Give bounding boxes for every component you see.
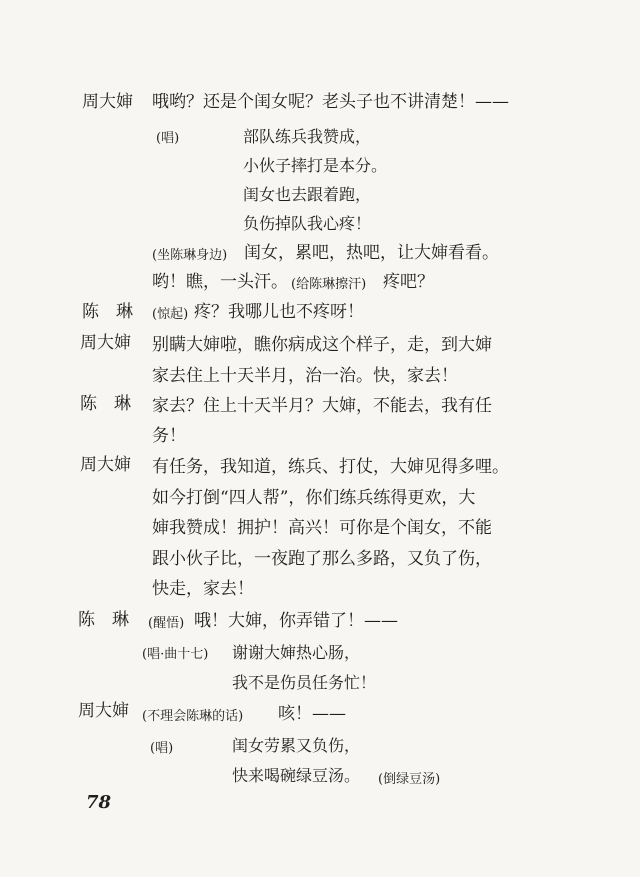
stage-direction: (唱·曲十七) xyxy=(142,647,209,662)
speaker-label: 陈 琳 xyxy=(78,610,129,630)
dialogue-text: 务！ xyxy=(152,426,186,446)
song-verse: 我不是伤员任务忙！ xyxy=(232,673,377,692)
dialogue-text: 闺女，累吧，热吧，让大婶看看。 xyxy=(244,243,499,263)
speaker-label: 陈 琳 xyxy=(80,394,131,414)
stage-direction: (给陈琳擦汗) xyxy=(291,277,367,292)
stage-direction: (不理会陈琳的话) xyxy=(142,709,244,724)
dialogue-text: 快走，家去！ xyxy=(152,579,254,599)
song-verse: 闺女劳累又负伤， xyxy=(232,736,361,755)
stage-direction: (惊起) xyxy=(152,307,189,322)
dialogue-text: 家去住上十天半月，治一治。快，家去！ xyxy=(152,366,458,386)
stage-direction: (倒绿豆汤) xyxy=(378,772,441,787)
song-verse: 快来喝碗绿豆汤。 xyxy=(232,766,361,785)
speaker-label: 周大婶 xyxy=(82,92,133,112)
stage-direction: (唱) xyxy=(156,131,180,146)
song-verse: 负伤掉队我心疼！ xyxy=(243,214,372,233)
speaker-label: 周大婶 xyxy=(80,455,131,475)
speaker-label: 陈 琳 xyxy=(82,302,133,322)
dialogue-text: 如今打倒“四人帮”，你们练兵练得更欢，大 xyxy=(152,488,476,508)
song-verse: 闺女也去跟着跑， xyxy=(243,185,372,204)
dialogue-text: 哦！大婶，你弄错了！—— xyxy=(194,611,398,631)
song-verse: 部队练兵我赞成， xyxy=(243,127,372,146)
speaker-label: 周大婶 xyxy=(80,333,131,353)
song-verse: 小伙子摔打是本分。 xyxy=(243,156,388,175)
stage-direction: (坐陈琳身边) xyxy=(152,248,228,263)
dialogue-text: 疼吧？ xyxy=(383,272,434,292)
stage-direction: (醒悟) xyxy=(148,616,185,631)
dialogue-text: 哦哟？还是个闺女呢？老头子也不讲清楚！—— xyxy=(152,92,509,112)
dialogue-text: 婶我赞成！拥护！高兴！可你是个闺女，不能 xyxy=(152,518,492,538)
dialogue-text: 哟！瞧，一头汗。 xyxy=(152,272,288,292)
stage-direction: (唱) xyxy=(150,741,174,756)
page-number: 78 xyxy=(86,792,112,813)
dialogue-text: 咳！—— xyxy=(278,704,346,724)
dialogue-text: 家去？住上十天半月？大婶，不能去，我有任 xyxy=(152,396,492,416)
speaker-label: 周大婶 xyxy=(78,701,129,721)
song-verse: 谢谢大婶热心肠， xyxy=(232,643,361,662)
dialogue-text: 疼？我哪儿也不疼呀！ xyxy=(194,302,364,322)
dialogue-text: 有任务，我知道，练兵、打仗，大婶见得多哩。 xyxy=(152,457,509,477)
dialogue-text: 别瞒大婶啦，瞧你病成这个样子，走，到大婶 xyxy=(152,335,492,355)
dialogue-text: 跟小伙子比，一夜跑了那么多路，又负了伤， xyxy=(152,549,492,569)
